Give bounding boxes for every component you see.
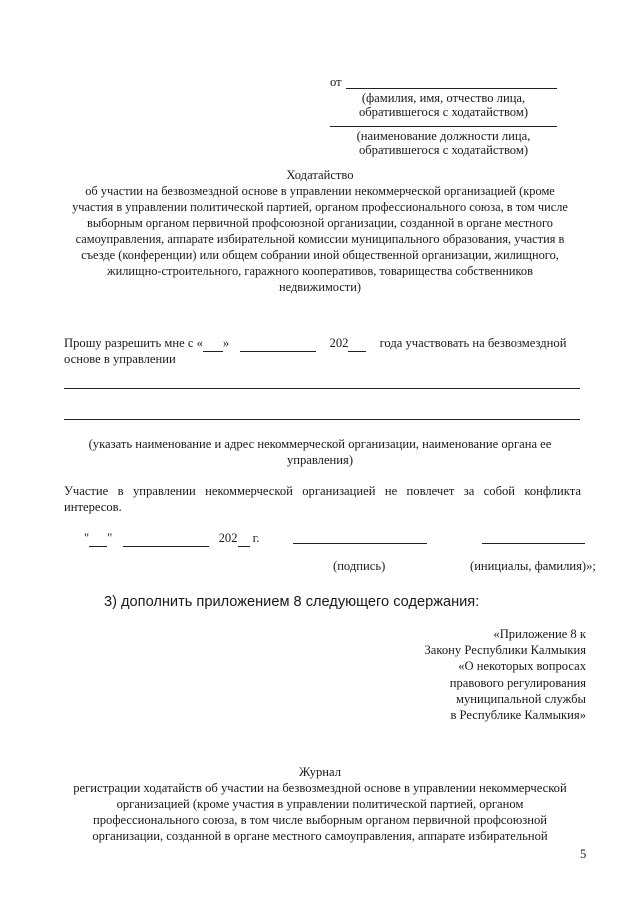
name-label: (инициалы, фамилия)»; bbox=[470, 559, 596, 573]
page-number: 5 bbox=[580, 847, 587, 861]
date-year-prefix: 202 bbox=[218, 531, 238, 545]
petition-text bbox=[40, 183, 600, 295]
request-quote-close: » bbox=[222, 336, 230, 350]
conflict-line1: Участие в управлении некоммерческой организацией не повлечет за собой конфликта bbox=[64, 484, 581, 498]
appendix-line: правового регулирования bbox=[449, 675, 586, 690]
from-label: от bbox=[330, 75, 342, 89]
appendix-line: «О некоторых вопросах bbox=[458, 659, 586, 674]
appendix-line: в Республике Калмыкия» bbox=[450, 708, 586, 723]
request-year-prefix: 202 bbox=[329, 336, 349, 350]
journal-line: регистрации ходатайств об участии на безвозмездной основе в управлении некоммерческой bbox=[73, 781, 567, 795]
request-line bbox=[64, 335, 581, 352]
request-suffix: года участвовать на безвозмездной bbox=[379, 336, 567, 350]
journal-text bbox=[40, 780, 600, 844]
appendix-line: Закону Республики Калмыкия bbox=[424, 643, 586, 658]
petition-title: Ходатайство bbox=[286, 168, 354, 182]
date-year-blank bbox=[238, 530, 250, 547]
appendix-line: муниципальной службы bbox=[455, 691, 586, 706]
journal-line: профессионального союза, в том числе выборным органом первичной профсоюзной bbox=[93, 813, 547, 827]
journal-title: Журнал bbox=[299, 765, 341, 779]
journal-line: организации, созданной в органе местного самоуправления, аппарате избирательной bbox=[92, 829, 548, 843]
date-row bbox=[84, 530, 260, 547]
from-name-line bbox=[346, 88, 557, 89]
petition-line: самоуправления, аппарате избирательной комиссии муниципального образования, участия в bbox=[75, 232, 565, 246]
position-hint-line1: (наименование должности лица, bbox=[356, 129, 531, 143]
org-hint-line1: (указать наименование и адрес некоммерческой организации, наименование органа ее bbox=[88, 437, 552, 451]
item-3-text: 3) дополнить приложением 8 следующего содержания: bbox=[104, 594, 480, 610]
petition-line: участия в управлении политической партией, органом профессионального союза, в том числе bbox=[72, 200, 568, 214]
request-line2: основе в управлении bbox=[64, 352, 176, 366]
date-quote-open: " bbox=[84, 531, 90, 545]
petition-line: съезде (конференции) или общем собрании иной общественной организации, жилищного, bbox=[81, 248, 559, 262]
appendix-line: «Приложение 8 к bbox=[493, 627, 586, 641]
appendix-header bbox=[330, 626, 586, 723]
from-hint-line1: (фамилия, имя, отчество лица, bbox=[361, 91, 526, 105]
signature-line bbox=[293, 543, 427, 544]
from-hint-line2: обратившегося с ходатайством) bbox=[358, 105, 529, 119]
conflict-line2: интересов. bbox=[64, 500, 122, 514]
name-line bbox=[482, 543, 585, 544]
petition-line: недвижимости) bbox=[279, 280, 361, 294]
signature-label: (подпись) bbox=[333, 559, 386, 573]
org-line-2 bbox=[64, 419, 580, 420]
org-line-1 bbox=[64, 388, 580, 389]
request-prefix: Прошу разрешить мне с « bbox=[64, 336, 203, 350]
request-day-blank bbox=[203, 335, 223, 352]
date-year-suffix: г. bbox=[252, 531, 260, 545]
position-hint-line2: обратившегося с ходатайством) bbox=[358, 143, 529, 157]
petition-line: выборным органом первичной профсоюзной организации, созданной в органе местного bbox=[87, 216, 553, 230]
request-year-blank bbox=[348, 335, 366, 352]
petition-line: об участии на безвозмездной основе в управлении некоммерческой организацией (кроме bbox=[85, 184, 555, 198]
journal-line: организацией (кроме участия в управлении политической партией, органом bbox=[116, 797, 524, 811]
date-month-blank bbox=[123, 530, 209, 547]
petition-line: жилищно-строительного, гаражного кооперативов, товарищества собственников bbox=[107, 264, 533, 278]
date-quote-close: " bbox=[107, 531, 113, 545]
date-day-blank bbox=[89, 530, 107, 547]
org-hint-line2: управления) bbox=[286, 453, 354, 467]
position-line bbox=[330, 126, 557, 127]
request-month-blank bbox=[240, 335, 316, 352]
